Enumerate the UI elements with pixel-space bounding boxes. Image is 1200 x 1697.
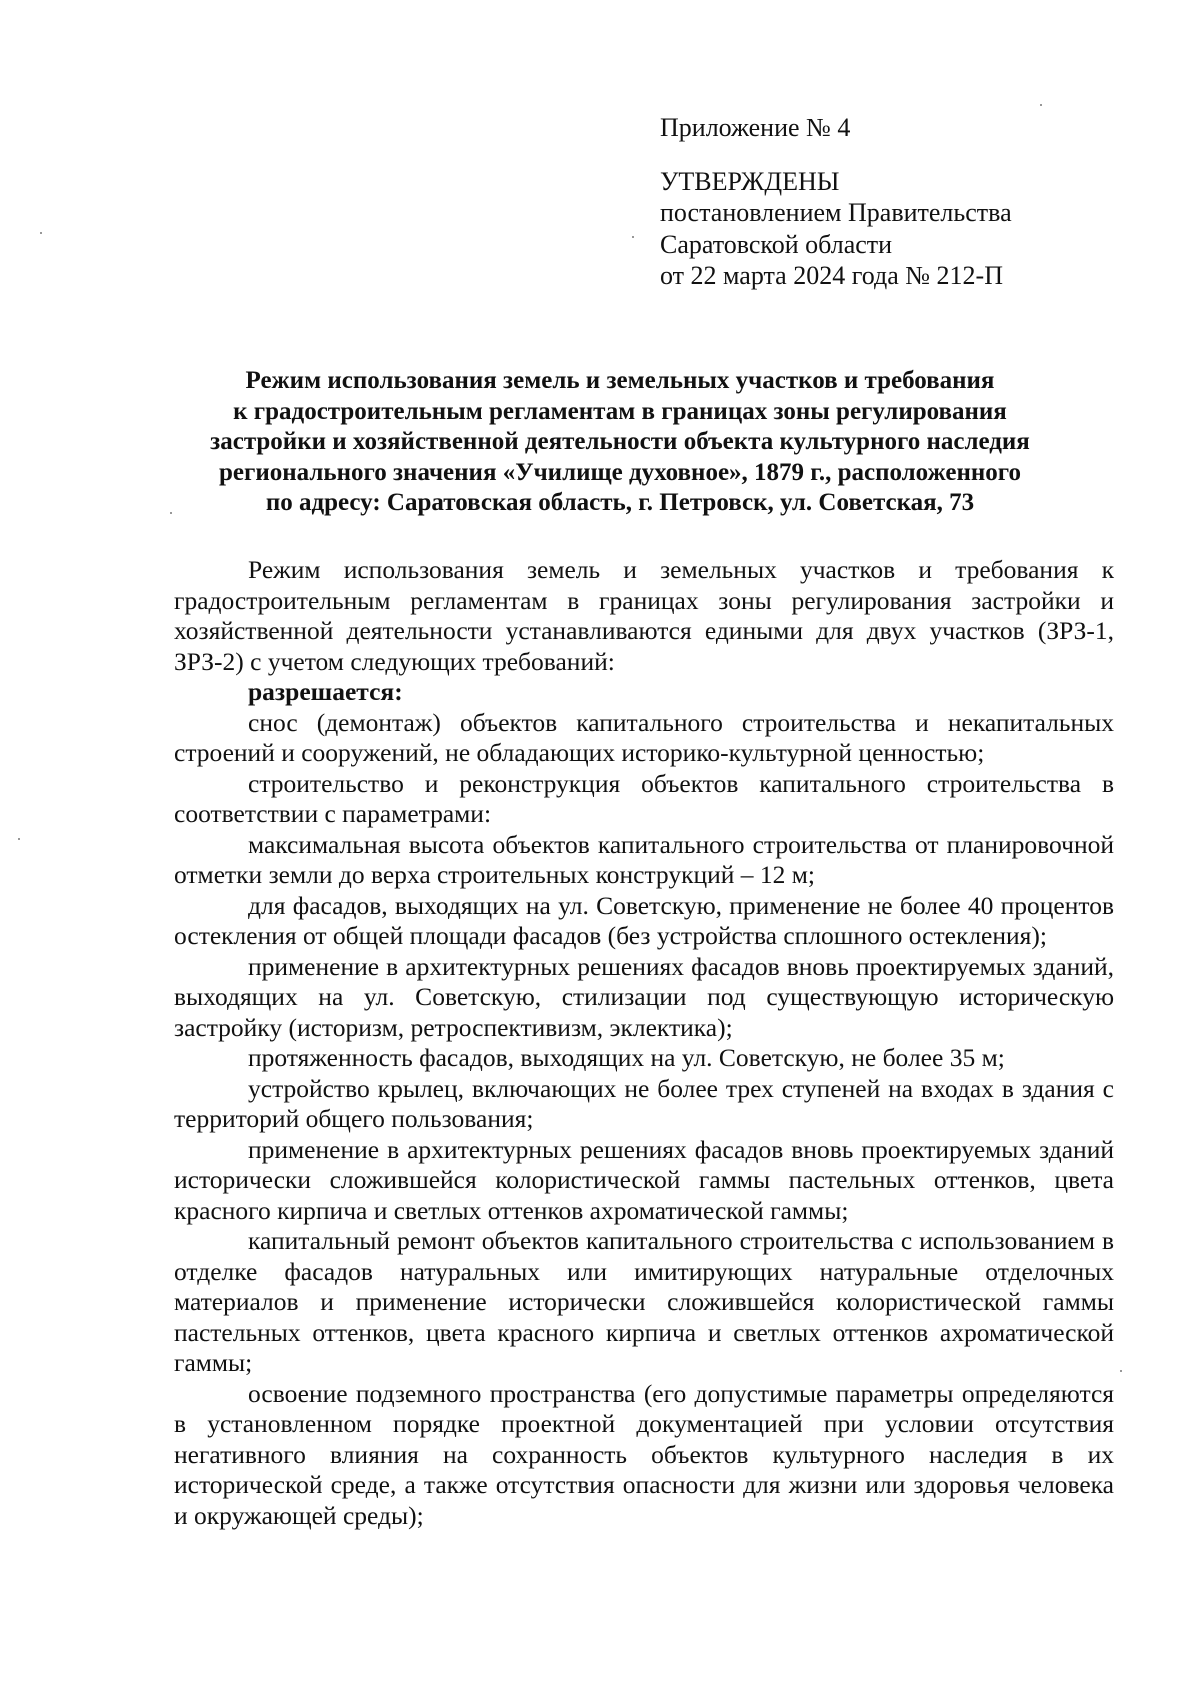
scan-speck (1040, 104, 1042, 106)
scan-speck (40, 232, 42, 234)
approval-block (660, 112, 1140, 292)
title-line: к градостроительным регламентам в границах зоны регулирования (233, 397, 1007, 425)
annex-number: Приложение № 4 (660, 113, 851, 142)
document-title (150, 366, 1090, 519)
body-paragraph: применение в архитектурных решениях фасадов вновь проектируемых зданий исторически сложившейся колористической гаммы пастельных оттенков, цвета красного кирпича и светлых оттенков ахроматической гаммы; (174, 1134, 1114, 1225)
approval-line-2: Саратовской области (660, 229, 893, 259)
body-paragraph: для фасадов, выходящих на ул. Советскую, применение не более 40 процентов остекления от общей площади фасадов (без устройства сплошного остекления); (174, 890, 1114, 950)
scan-speck (18, 838, 20, 840)
body-paragraph: снос (демонтаж) объектов капитального строительства и некапитальных строений и сооружений, не обладающих историко-культурной ценностью; (174, 707, 1114, 767)
title-line: по адресу: Саратовская область, г. Петровск, ул. Советская, 73 (265, 489, 975, 516)
approved-label: УТВЕРЖДЕНЫ (660, 166, 840, 196)
body-paragraph: освоение подземного пространства (его допустимые параметры определяются в установленном порядке проектной документацией при условии отсутствия негативного влияния на сохранность объектов культурного наследия в их исторической среде, а также отсутствия опасности для жизни или здоровья человека и окружающей среды); (174, 1378, 1114, 1530)
body-paragraph: устройство крылец, включающих не более трех ступеней на входах в здания с территорий общего пользования; (174, 1073, 1114, 1133)
title-line: Режим использования земель и земельных участков и требования (245, 367, 995, 394)
scan-speck (170, 512, 172, 514)
body-paragraph: протяженность фасадов, выходящих на ул. Советскую, не более 35 м; (248, 1043, 1005, 1072)
scan-speck (632, 236, 634, 238)
approval-line-3: от 22 марта 2024 года № 212-П (660, 261, 1003, 290)
body-paragraph: максимальная высота объектов капитального строительства от планировочной отметки земли до верха строительных конструкций – 12 м; (174, 829, 1114, 889)
allowed-heading: разрешается: (248, 677, 403, 706)
title-line: регионального значения «Училище духовное», 1879 г., расположенного (219, 458, 1021, 486)
intro-paragraph: Режим использования земель и земельных участков и требования к градостроительным регламентам в границах зоны регулирования застройки и хозяйственной деятельности устанавливаются едиными для двух участков (ЗРЗ-1, ЗРЗ-2) с учетом следующих требований: (174, 555, 1114, 676)
body-paragraph: строительство и реконструкция объектов капитального строительства в соответствии с параметрами: (174, 768, 1114, 828)
approval-line-1: постановлением Правительства (660, 198, 1012, 227)
body-paragraph: применение в архитектурных решениях фасадов вновь проектируемых зданий, выходящих на ул. Советскую, стилизации под существующую историческую застройку (историзм, ретроспективизм, эклектика); (174, 951, 1114, 1042)
title-line: застройки и хозяйственной деятельности объекта культурного наследия (210, 428, 1030, 455)
document-body (174, 555, 1114, 1531)
body-paragraph: капитальный ремонт объектов капитального строительства с использованием в отделке фасадов натуральных или имитирующих натуральные отделочных материалов и применение исторически сложившейся колористической гаммы пастельных оттенков, цвета красного кирпича и светлых оттенков ахроматической гаммы; (174, 1226, 1114, 1377)
scan-speck (1120, 1370, 1122, 1372)
